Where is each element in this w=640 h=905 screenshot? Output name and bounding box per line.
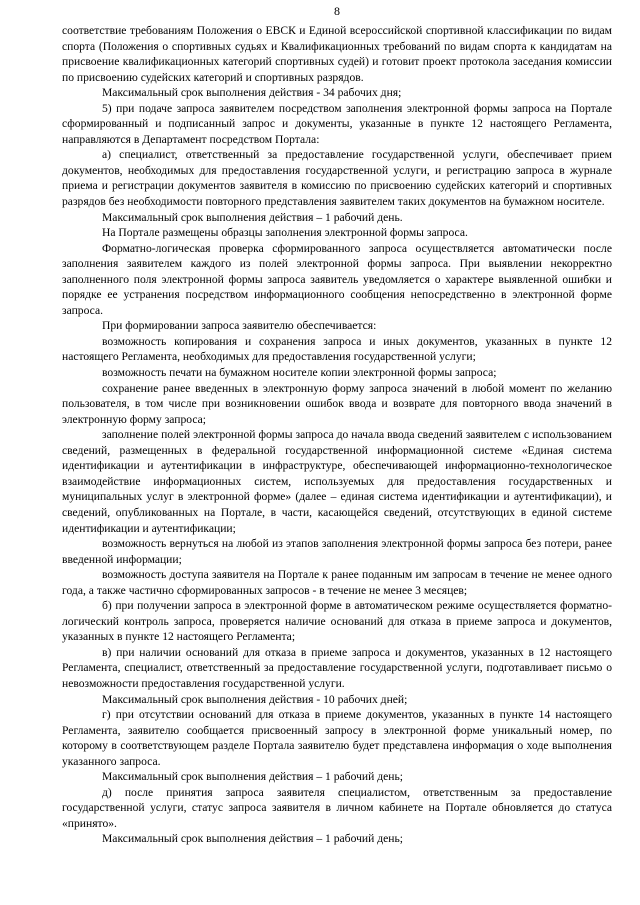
paragraph: Максимальный срок выполнения действия - 10 рабочих дней; — [102, 692, 408, 706]
paragraph: а) специалист, ответственный за предоставление государственной услуги, обеспечивает прием документов, необходимых для предоставления государственной услуги, и регистрацию запроса в журнале приема и регистрации документов заявителя в комиссию по присвоению судейских категорий и спортивных разрядов без необходимости повторного представления заявителем таких документов на бумажном носителе. — [62, 148, 612, 209]
paragraph: На Портале размещены образцы заполнения электронной формы запроса. — [102, 226, 468, 240]
paragraph: соответствие требованиям Положения о ЕВСК и Единой всероссийской спортивной классификации по видам спорта (Положения о спортивных судьях и Квалификационных требований по видам спорта к кандидатам на присвоение квалификационных категорий спортивных судей) и готовит проект протокола заседания комиссии по присвоению судейских категорий и спортивных разрядов. — [62, 24, 612, 84]
paragraph: в) при наличии оснований для отказа в приеме запроса и документов, указанных в 12 настоящего Регламента, специалист, ответственный за предоставление государственной услуги, подготавливает письмо о невозможности предоставления государственной услуги. — [62, 645, 612, 690]
paragraph: заполнение полей электронной формы запроса до начала ввода сведений заявителем с использованием сведений, размещенных в федеральной государственной информационной системе «Единая система идентификации и аутентификации в инфраструктуре, обеспечивающей информационно-технологическое взаимодействие информационных систем, используемых для предоставления государственных и муниципальных услуг в электронной форме» (далее – единая система идентификации и аутентификации), и сведений, опубликованных на Портале, в части, касающейся сведений, отсутствующих в единой системе идентификации и аутентификации; — [62, 428, 612, 535]
paragraph: возможность доступа заявителя на Портале к ранее поданным им запросам в течение не менее одного года, а также частично сформированных запросов - в течение не менее 3 месяцев; — [62, 568, 612, 597]
paragraph: возможность вернуться на любой из этапов заполнения электронной формы запроса без потери, ранее введенной информации; — [62, 537, 612, 566]
paragraph: возможность копирования и сохранения запроса и иных документов, указанных в пункте 12 настоящего Регламента, необходимых для предоставления государственной услуги; — [62, 334, 612, 364]
paragraph: Максимальный срок выполнения действия – 1 рабочий день. — [102, 210, 403, 224]
paragraph: 5) при подаче запроса заявителем посредством заполнения электронной формы запроса на Портале сформированный и подписанный запрос и документы, указанные в пункте 12 настоящего Регламента, направляются в Департамент посредством Портала: — [62, 101, 612, 146]
paragraph: г) при отсутствии оснований для отказа в приеме документов, указанных в пункте 14 настоящего Регламента, заявителю сообщается присвоенный запросу в электронной форме уникальный номер, по которому в соответствующем разделе Портала заявителю будет представлена информация о ходе выполнения указанного запроса. — [62, 708, 612, 768]
paragraph: д) после принятия запроса заявителя специалистом, ответственным за предоставление государственной услуги, статус запроса заявителя в личном кабинете на Портале обновляется до статуса «принято». — [62, 785, 612, 830]
paragraph: При формировании запроса заявителю обеспечивается: — [102, 319, 377, 333]
paragraph: б) при получении запроса в электронной форме в автоматическом режиме осуществляется форматно-логический контроль запроса, проверяется наличие оснований для отказа в приеме запроса и документов, указанных в пункте 12 настоящего Регламента; — [62, 599, 612, 644]
paragraph: Максимальный срок выполнения действия – 1 рабочий день; — [102, 832, 403, 846]
paragraph: Максимальный срок выполнения действия – 1 рабочий день; — [102, 770, 403, 784]
paragraph: возможность печати на бумажном носителе копии электронной формы запроса; — [102, 366, 497, 380]
paragraph: Форматно-логическая проверка сформированного запроса осуществляется автоматически после заполнения заявителем каждого из полей электронной формы запроса. При выявлении некорректно заполненного поля электронной формы запроса заявитель уведомляется о характере выявленной ошибки и порядке ее устранения посредством информационного сообщения непосредственно в электронной форме запроса. — [62, 241, 612, 317]
paragraph: Максимальный срок выполнения действия - 34 рабочих дня; — [102, 86, 402, 100]
page-number: 8 — [334, 4, 340, 18]
body-text — [62, 23, 612, 847]
paragraph: сохранение ранее введенных в электронную форму запроса значений в любой момент по желанию пользователя, в том числе при возникновении ошибок ввода и возврате для повторного ввода значений в электронную форму запроса; — [62, 381, 612, 426]
